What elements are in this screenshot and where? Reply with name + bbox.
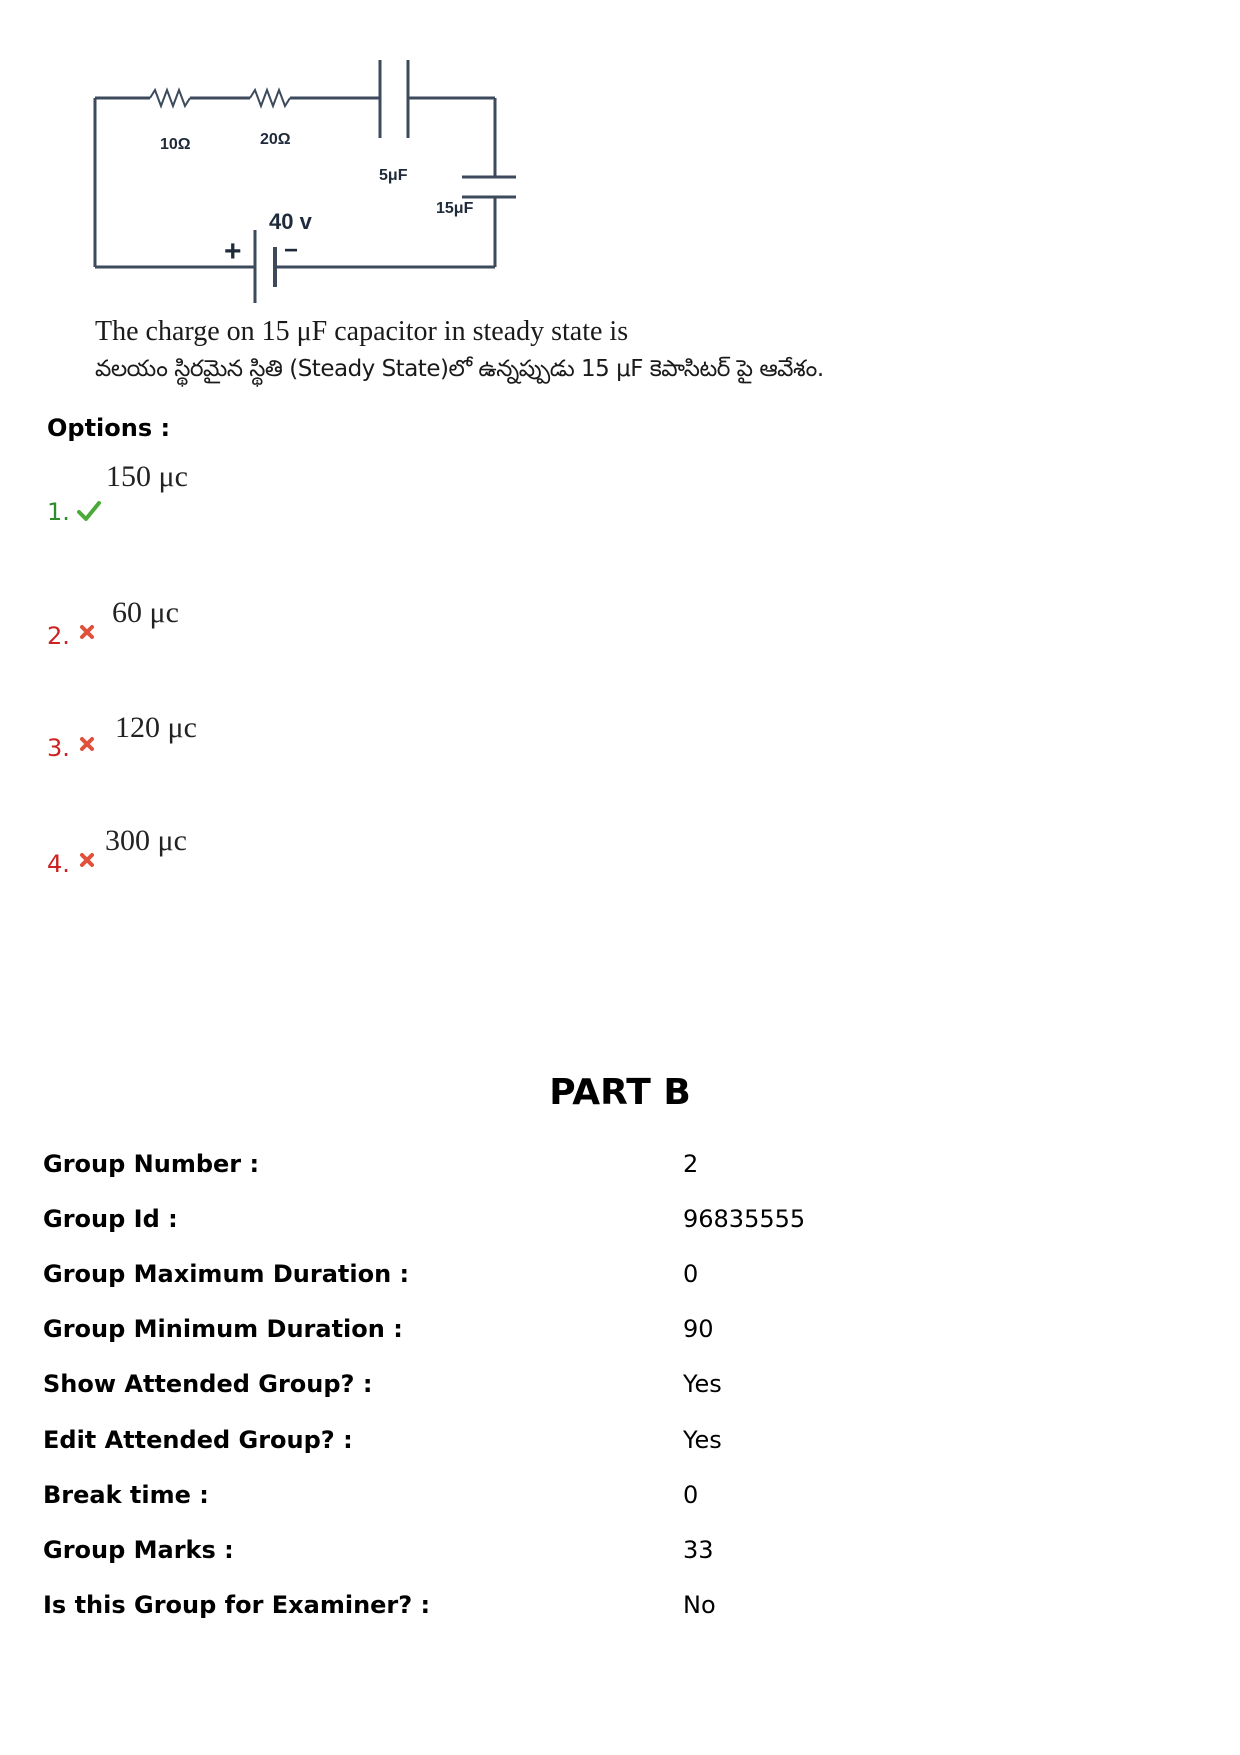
- info-value: 0: [683, 1260, 699, 1288]
- option-text: 120 μc: [115, 711, 197, 744]
- info-row-group-id: [43, 1205, 1193, 1245]
- info-label: Group Marks :: [43, 1536, 234, 1564]
- info-label: Edit Attended Group? :: [43, 1426, 353, 1454]
- minus-sign: −: [284, 237, 299, 264]
- info-label: Show Attended Group? :: [43, 1370, 373, 1398]
- info-label: Group Number :: [43, 1150, 260, 1178]
- info-value: 0: [683, 1481, 699, 1509]
- cross-icon: [79, 736, 95, 752]
- c1-label: 5μF: [379, 167, 408, 184]
- info-row-group-number: [43, 1150, 1193, 1190]
- info-row-edit-attended-group: [43, 1426, 1193, 1466]
- info-value: 33: [683, 1536, 714, 1564]
- option-number: 2.: [47, 622, 70, 650]
- info-row-group-min-duration: [43, 1315, 1193, 1355]
- plus-sign: +: [224, 235, 242, 268]
- info-row-show-attended-group: [43, 1370, 1193, 1410]
- info-value: 96835555: [683, 1205, 806, 1233]
- part-title: PART B: [549, 1072, 691, 1113]
- r1-label: 10Ω: [160, 136, 191, 153]
- battery-label: 40 v: [269, 209, 312, 234]
- info-row-group-for-examiner: [43, 1591, 1193, 1631]
- question-text-english: The charge on 15 μF capacitor in steady state is: [95, 316, 629, 347]
- question-text-telugu: వలయం స్థిరమైన స్థితి (Steady State)లో ఉన్నప్పుడు 15 μF కెపాసిటర్ పై ఆవేశం.: [95, 356, 824, 382]
- option-text: 150 μc: [106, 460, 188, 493]
- info-label: Group Minimum Duration :: [43, 1315, 403, 1343]
- info-label: Group Id :: [43, 1205, 178, 1233]
- info-label: Break time :: [43, 1481, 209, 1509]
- info-value: No: [683, 1591, 716, 1619]
- resistor-20-ohm: [250, 90, 290, 106]
- resistor-10-ohm: [150, 90, 190, 106]
- r2-label: 20Ω: [260, 131, 291, 148]
- option-number: 1.: [47, 498, 70, 526]
- cross-icon: [79, 624, 95, 640]
- info-label: Is this Group for Examiner? :: [43, 1591, 431, 1619]
- info-value: 90: [683, 1315, 714, 1343]
- circuit-diagram: [80, 50, 540, 310]
- info-row-break-time: [43, 1481, 1193, 1521]
- check-icon: [77, 500, 101, 522]
- info-value: Yes: [683, 1426, 722, 1454]
- cross-icon: [79, 852, 95, 868]
- c2-label: 15μF: [436, 200, 474, 217]
- options-label: Options :: [47, 414, 171, 442]
- info-value: Yes: [683, 1370, 722, 1398]
- info-label: Group Maximum Duration :: [43, 1260, 410, 1288]
- option-text: 60 μc: [112, 596, 179, 629]
- option-number: 4.: [47, 850, 70, 878]
- info-row-group-marks: [43, 1536, 1193, 1576]
- info-row-group-max-duration: [43, 1260, 1193, 1300]
- option-number: 3.: [47, 734, 70, 762]
- option-text: 300 μc: [105, 824, 187, 857]
- info-value: 2: [683, 1150, 699, 1178]
